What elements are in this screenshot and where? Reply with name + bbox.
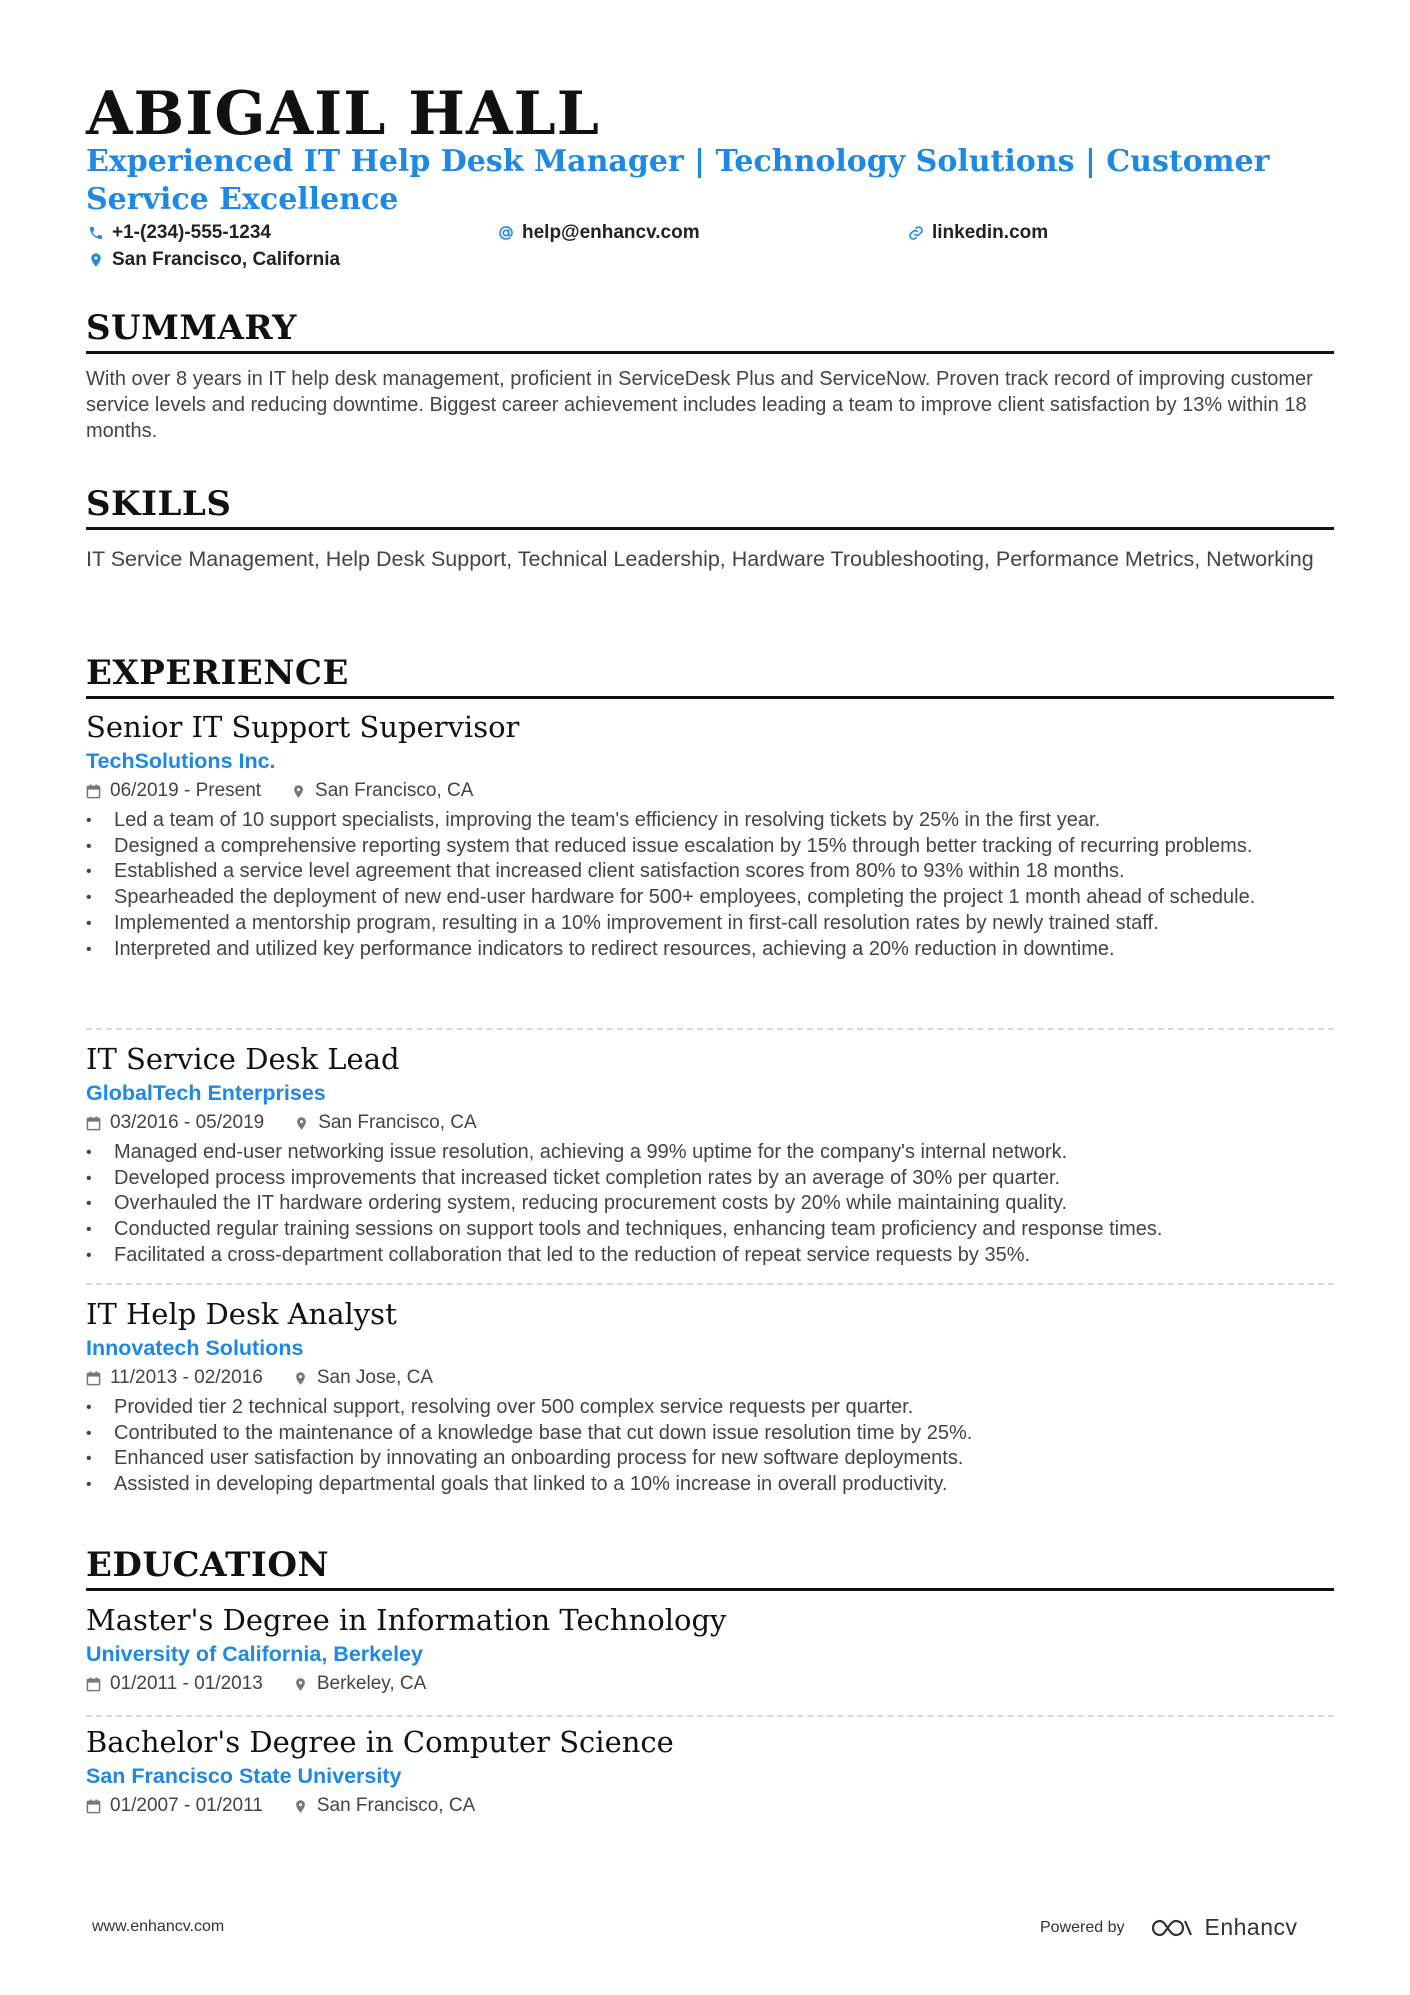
link-icon [906,223,926,243]
infinity-logo-icon [1149,1916,1195,1940]
powered-by-label: Powered by [1040,1918,1125,1936]
linkedin-contact[interactable] [906,222,1048,244]
experience-heading: EXPERIENCE [86,653,349,693]
education-entry [86,1602,1334,1698]
job-meta [86,1109,1334,1137]
entry-divider [86,1283,1334,1285]
job-location [294,1112,476,1134]
at-icon [496,223,516,243]
date-range [86,1673,263,1695]
location-contact [86,249,340,271]
bullet-item: • Overhauled the IT hardware ordering system, reducing procurement costs by 20% while maintaining quality. [86,1191,1334,1217]
skills-text: IT Service Management, Help Desk Support, Technical Leadership, Hardware Troubleshooting, Performance Metrics, Networking [86,547,1314,571]
summary-heading: SUMMARY [86,308,297,348]
location-text: San Jose, CA [316,1367,434,1388]
school-name[interactable]: San Francisco State University [86,1764,402,1788]
job-title: Senior IT Support Supervisor [86,710,520,744]
powered-by[interactable] [1040,1914,1298,1941]
job-title: IT Help Desk Analyst [86,1297,397,1331]
linkedin-text: linkedin.com [932,222,1049,243]
job-location [291,780,473,802]
education-heading: EDUCATION [86,1545,330,1585]
bullet-item: • Implemented a mentorship program, resulting in a 10% improvement in first-call resolution rates by newly trained staff. [86,911,1334,937]
footer-url[interactable]: www.enhancv.com [92,1918,225,1935]
location-text: San Francisco, CA [315,780,474,801]
summary-rule [86,351,1334,354]
degree-title: Bachelor's Degree in Computer Science [86,1725,674,1759]
candidate-name: ABIGAIL HALL [86,79,600,149]
map-pin-icon [86,250,106,270]
map-pin-icon [293,1799,308,1814]
job-meta [86,1364,1334,1392]
degree-title: Master's Degree in Information Technology [86,1603,727,1637]
education-entry [86,1724,1334,1820]
bullet-item: • Enhanced user satisfaction by innovating an onboarding process for new software deployments. [86,1446,1334,1472]
bullet-item: • Led a team of 10 support specialists, improving the team's efficiency in resolving tickets by 25% in the first year. [86,808,1334,834]
bullet-item: • Facilitated a cross-department collaboration that led to the reduction of repeat service requests by 35%. [86,1243,1334,1269]
phone-text: +1-(234)-555-1234 [112,222,271,243]
date-text: 11/2013 - 02/2016 [110,1367,263,1388]
map-pin-icon [293,1677,308,1692]
bullet-item: • Spearheaded the deployment of new end-user hardware for 500+ employees, completing the project 1 month ahead of schedule. [86,885,1334,911]
calendar-icon [86,1799,101,1814]
map-pin-icon [291,784,306,799]
calendar-icon [86,784,101,799]
bullet-item: • Provided tier 2 technical support, resolving over 500 complex service requests per quarter. [86,1395,1334,1421]
bullet-item: • Established a service level agreement that increased client satisfaction scores from 80% to 93% within 18 months. [86,859,1334,885]
date-text: 01/2011 - 01/2013 [110,1673,263,1694]
bullet-item: • Contributed to the maintenance of a knowledge base that cut down issue resolution time by 25%. [86,1421,1334,1447]
bullet-item: • Developed process improvements that increased ticket completion rates by an average of 30% per quarter. [86,1166,1334,1192]
date-text: 03/2016 - 05/2019 [110,1112,265,1133]
email-contact[interactable] [496,222,700,244]
job-bullets [86,1395,1334,1498]
date-range [86,1367,263,1389]
brand-name: Enhancv [1204,1914,1298,1940]
entry-divider [86,1028,1334,1030]
summary-text: With over 8 years in IT help desk management, proficient in ServiceDesk Plus and ServiceNow. Proven track record of improving customer service levels and reducing downtime. Biggest career achievement includes leading a team to improve client satisfaction by 13% within 18 months. [86,368,1313,442]
phone-icon [86,223,106,243]
calendar-icon [86,1677,101,1692]
map-pin-icon [293,1371,308,1386]
job-bullets [86,1140,1334,1269]
job-meta [86,777,1334,805]
headline: Experienced IT Help Desk Manager | Technology Solutions | Customer Service Excellence [86,144,1270,217]
education-meta [86,1670,1334,1698]
school-location [293,1795,475,1817]
enhancv-logo [1149,1914,1298,1941]
location-text: San Francisco, California [112,249,341,270]
bullet-item: • Assisted in developing departmental goals that linked to a 10% increase in overall productivity. [86,1472,1334,1498]
company-name[interactable]: GlobalTech Enterprises [86,1081,326,1105]
school-location [293,1673,426,1695]
job-bullets [86,808,1334,962]
job-entry [86,1296,1334,1498]
date-range [86,780,261,802]
bullet-item: • Conducted regular training sessions on support tools and techniques, enhancing team proficiency and response times. [86,1217,1334,1243]
date-text: 06/2019 - Present [110,780,262,801]
bullet-item: • Interpreted and utilized key performance indicators to redirect resources, achieving a 20% reduction in downtime. [86,937,1334,963]
bullet-item: • Managed end-user networking issue resolution, achieving a 99% uptime for the company's internal network. [86,1140,1334,1166]
education-meta [86,1792,1334,1820]
job-title: IT Service Desk Lead [86,1042,400,1076]
date-range [86,1112,264,1134]
entry-divider [86,1715,1334,1717]
job-entry [86,1041,1334,1269]
experience-rule [86,696,1334,699]
location-text: San Francisco, CA [316,1795,476,1816]
calendar-icon [86,1371,101,1386]
company-name[interactable]: TechSolutions Inc. [86,749,276,773]
school-name[interactable]: University of California, Berkeley [86,1642,423,1666]
education-rule [86,1588,1334,1591]
date-range [86,1795,263,1817]
email-text: help@enhancv.com [522,222,700,243]
location-text: San Francisco, CA [318,1112,477,1133]
job-location [293,1367,433,1389]
bullet-item: • Designed a comprehensive reporting system that reduced issue escalation by 15% through better tracking of recurring problems. [86,834,1334,860]
map-pin-icon [294,1116,309,1131]
company-name[interactable]: Innovatech Solutions [86,1336,304,1360]
phone-contact[interactable] [86,222,271,244]
calendar-icon [86,1116,101,1131]
date-text: 01/2007 - 01/2011 [110,1795,263,1816]
skills-rule [86,527,1334,530]
location-text: Berkeley, CA [316,1673,427,1694]
job-entry [86,709,1334,962]
skills-heading: SKILLS [86,484,232,524]
